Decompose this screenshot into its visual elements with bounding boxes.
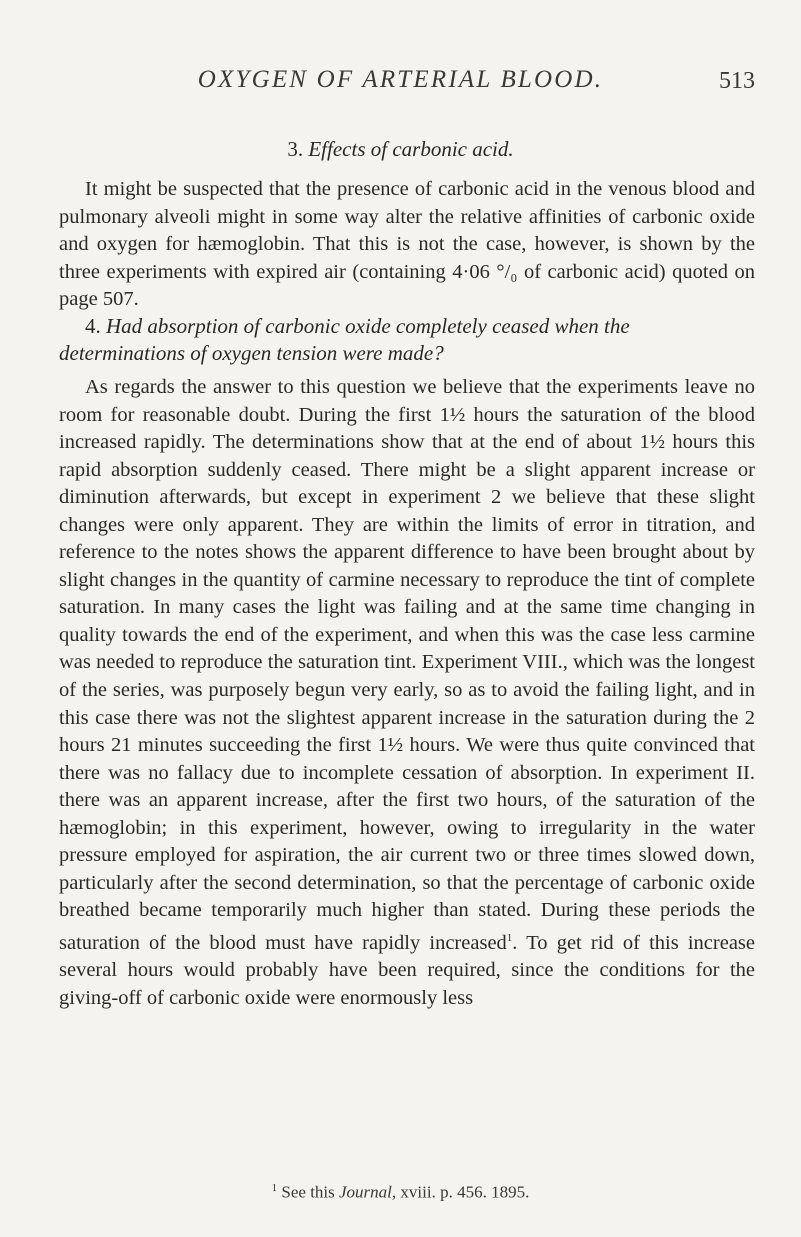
section-3-title: Effects of carbonic acid.	[308, 137, 514, 161]
section-3-body	[59, 176, 755, 314]
section-3-number: 3.	[287, 137, 304, 161]
footnote-prefix: See this	[281, 1182, 335, 1202]
footnote-reference: 1	[506, 931, 513, 944]
running-head	[0, 66, 801, 106]
running-title: OXYGEN OF ARTERIAL BLOOD.	[197, 66, 604, 93]
section-3-paragraph: It might be suspected that the presence of carbonic acid in the venous blood and pulmonary alveoli might in some way alter the relative affinities of carbonic oxide and oxygen for hæmoglobin. That this is not the case, however, is shown by the three experiments with expired air (containing 4·06 °/₀ of carbonic acid) quoted on page 507.	[59, 178, 755, 311]
section-3-heading	[0, 137, 801, 162]
section-4-body	[59, 374, 755, 1012]
section-4-text-part1: As regards the answer to this question we believe that the experiments leave no room for reasonable doubt. During the first 1½ hours the saturation of the blood increased rapidly. The determinations show that at the end of about 1½ hours this rapid absorption suddenly ceased. There might be a slight apparent increase or diminution afterwards, but except in experiment 2 we believe that these slight changes were only apparent. They are within the limits of error in titration, and reference to the notes shows the apparent difference to have been brought about by slight changes in the quantity of carmine necessary to reproduce the tint of complete saturation. In many cases the light was failing and at the same time changing in quality towards the end of the experiment, and when this was the case less carmine was needed to reproduce the saturation tint. Experiment VIII., which was the longest of the series, was purposely begun very early, so as to avoid the failing light, and in this case there was not the slightest apparent increase in the saturation during the 2 hours 21 minutes succeeding the first 1½ hours. We were thus quite convinced that there was no fallacy due to incomplete cessation of absorption. In experiment II. there was an apparent increase, after the first two hours, of the saturation of the hæmoglobin; in this experiment, however, owing to irregularity in the water pressure employed for aspiration, the air current two or three times slowed down, particularly after the second determination, so that the percentage of carbonic oxide breathed became temporarily much higher than stated. During these periods the saturation of the blood must have rapidly increased	[59, 376, 755, 954]
footnote	[0, 1182, 801, 1203]
footnote-journal: Journal,	[339, 1182, 397, 1202]
footnote-citation: xviii. p. 456. 1895.	[400, 1182, 530, 1202]
section-4-heading	[59, 313, 759, 367]
section-4-number: 4.	[85, 314, 101, 338]
footnote-marker: 1	[271, 1182, 278, 1194]
page-number: 513	[719, 68, 755, 94]
section-4-text-part2: . To get rid of this increase several hours would probably have been required, since the conditions for the giving-off of carbonic oxide were enormously less	[59, 931, 755, 1009]
section-4-title: Had absorption of carbonic oxide completely ceased when the determinations of oxygen tension were made?	[59, 314, 630, 365]
section-4-paragraph	[59, 374, 755, 1012]
